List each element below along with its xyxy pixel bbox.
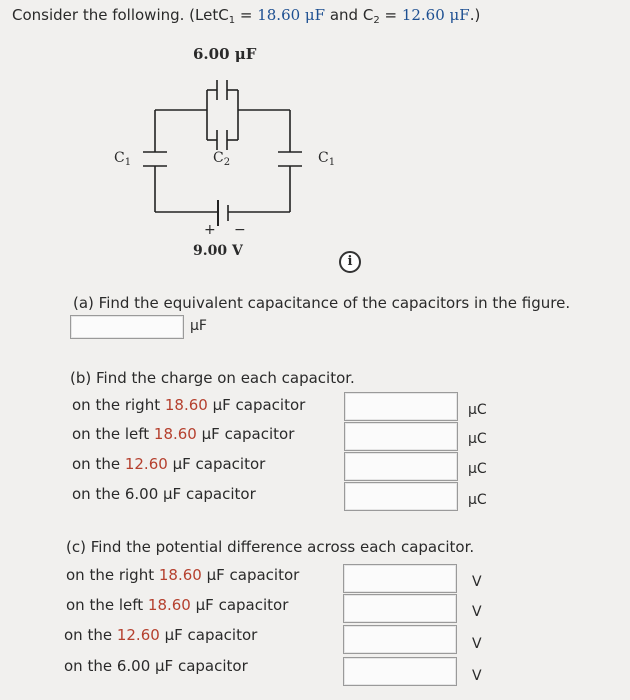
part-a-input[interactable] (70, 315, 184, 339)
part-b-unit-1: μC (468, 402, 487, 418)
part-c-row-label (66, 596, 288, 614)
part-c-row-label: on the 6.00 μF capacitor (64, 657, 248, 675)
header-suffix: .) (469, 6, 481, 24)
c2-symbol: C (362, 6, 374, 24)
part-c-input-2[interactable] (343, 594, 457, 623)
right-capacitor-label (318, 150, 335, 168)
right-label-sub: 1 (328, 157, 336, 168)
part-c-input-1[interactable] (343, 564, 457, 593)
left-label-sub: 1 (124, 157, 132, 168)
row-post: μF capacitor (207, 396, 306, 414)
part-c-row-label (66, 566, 299, 584)
part-b-input-3[interactable] (344, 452, 458, 481)
header-prefix: Consider the following. (Let (12, 6, 219, 24)
c1-value: 18.60 μF (257, 6, 326, 24)
battery-minus: − (234, 222, 246, 238)
right-label-text: C (318, 150, 329, 166)
part-c-input-4[interactable] (343, 657, 457, 686)
row-value: 18.60 (164, 396, 208, 414)
and-text: and (325, 6, 363, 24)
part-c-unit-3: V (472, 636, 482, 652)
c1-symbol: C (218, 6, 229, 24)
part-b-prompt: (b) Find the charge on each capacitor. (70, 369, 355, 387)
info-icon[interactable]: i (339, 251, 361, 273)
row-pre: on the left (66, 596, 148, 614)
part-b-row-label (72, 455, 265, 473)
part-c-unit-1: V (472, 574, 482, 590)
top-capacitor-label: 6.00 μF (193, 45, 257, 63)
row-pre: on the (64, 626, 117, 644)
part-a-unit: μF (190, 318, 207, 334)
part-b-unit-2: μC (468, 431, 487, 447)
row-post: μF capacitor (196, 425, 295, 443)
left-capacitor-label (114, 150, 131, 168)
row-pre: on the left (72, 425, 154, 443)
row-pre: on the (72, 455, 125, 473)
row-pre: on the right (66, 566, 159, 584)
left-label-text: C (114, 150, 125, 166)
part-b-row-label: on the 6.00 μF capacitor (72, 485, 256, 503)
part-a-prompt: (a) Find the equivalent capacitance of the capacitors in the figure. (73, 294, 571, 312)
row-value: 18.60 (147, 596, 191, 614)
part-b-row-label (72, 396, 305, 414)
row-value: 12.60 (116, 626, 160, 644)
part-c-prompt: (c) Find the potential difference across each capacitor. (66, 538, 475, 556)
row-post: μF capacitor (201, 566, 300, 584)
eq2: = (379, 6, 402, 24)
part-b-unit-3: μC (468, 461, 487, 477)
row-value: 18.60 (153, 425, 197, 443)
middle-capacitor-label (213, 150, 230, 168)
middle-label-text: C (213, 150, 224, 166)
row-post: μF capacitor (159, 626, 258, 644)
c2-subscript: 2 (373, 15, 380, 26)
eq1: = (235, 6, 258, 24)
part-b-input-1[interactable] (344, 392, 458, 421)
battery-plus: + (204, 222, 216, 238)
row-pre: on the right (72, 396, 165, 414)
row-post: μF capacitor (190, 596, 289, 614)
question-header (12, 6, 480, 26)
part-b-unit-4: μC (468, 492, 487, 508)
part-c-unit-4: V (472, 668, 482, 684)
c2-value: 12.60 μF (401, 6, 470, 24)
c1-subscript: 1 (228, 15, 236, 26)
part-c-row-label (64, 626, 257, 644)
part-b-input-2[interactable] (344, 422, 458, 451)
part-b-row-label (72, 425, 294, 443)
middle-label-sub: 2 (223, 157, 231, 168)
battery-label: 9.00 V (193, 243, 243, 259)
part-b-input-4[interactable] (344, 482, 458, 511)
row-post: μF capacitor (167, 455, 266, 473)
part-c-input-3[interactable] (343, 625, 457, 654)
part-c-unit-2: V (472, 604, 482, 620)
row-value: 18.60 (158, 566, 202, 584)
row-value: 12.60 (124, 455, 168, 473)
